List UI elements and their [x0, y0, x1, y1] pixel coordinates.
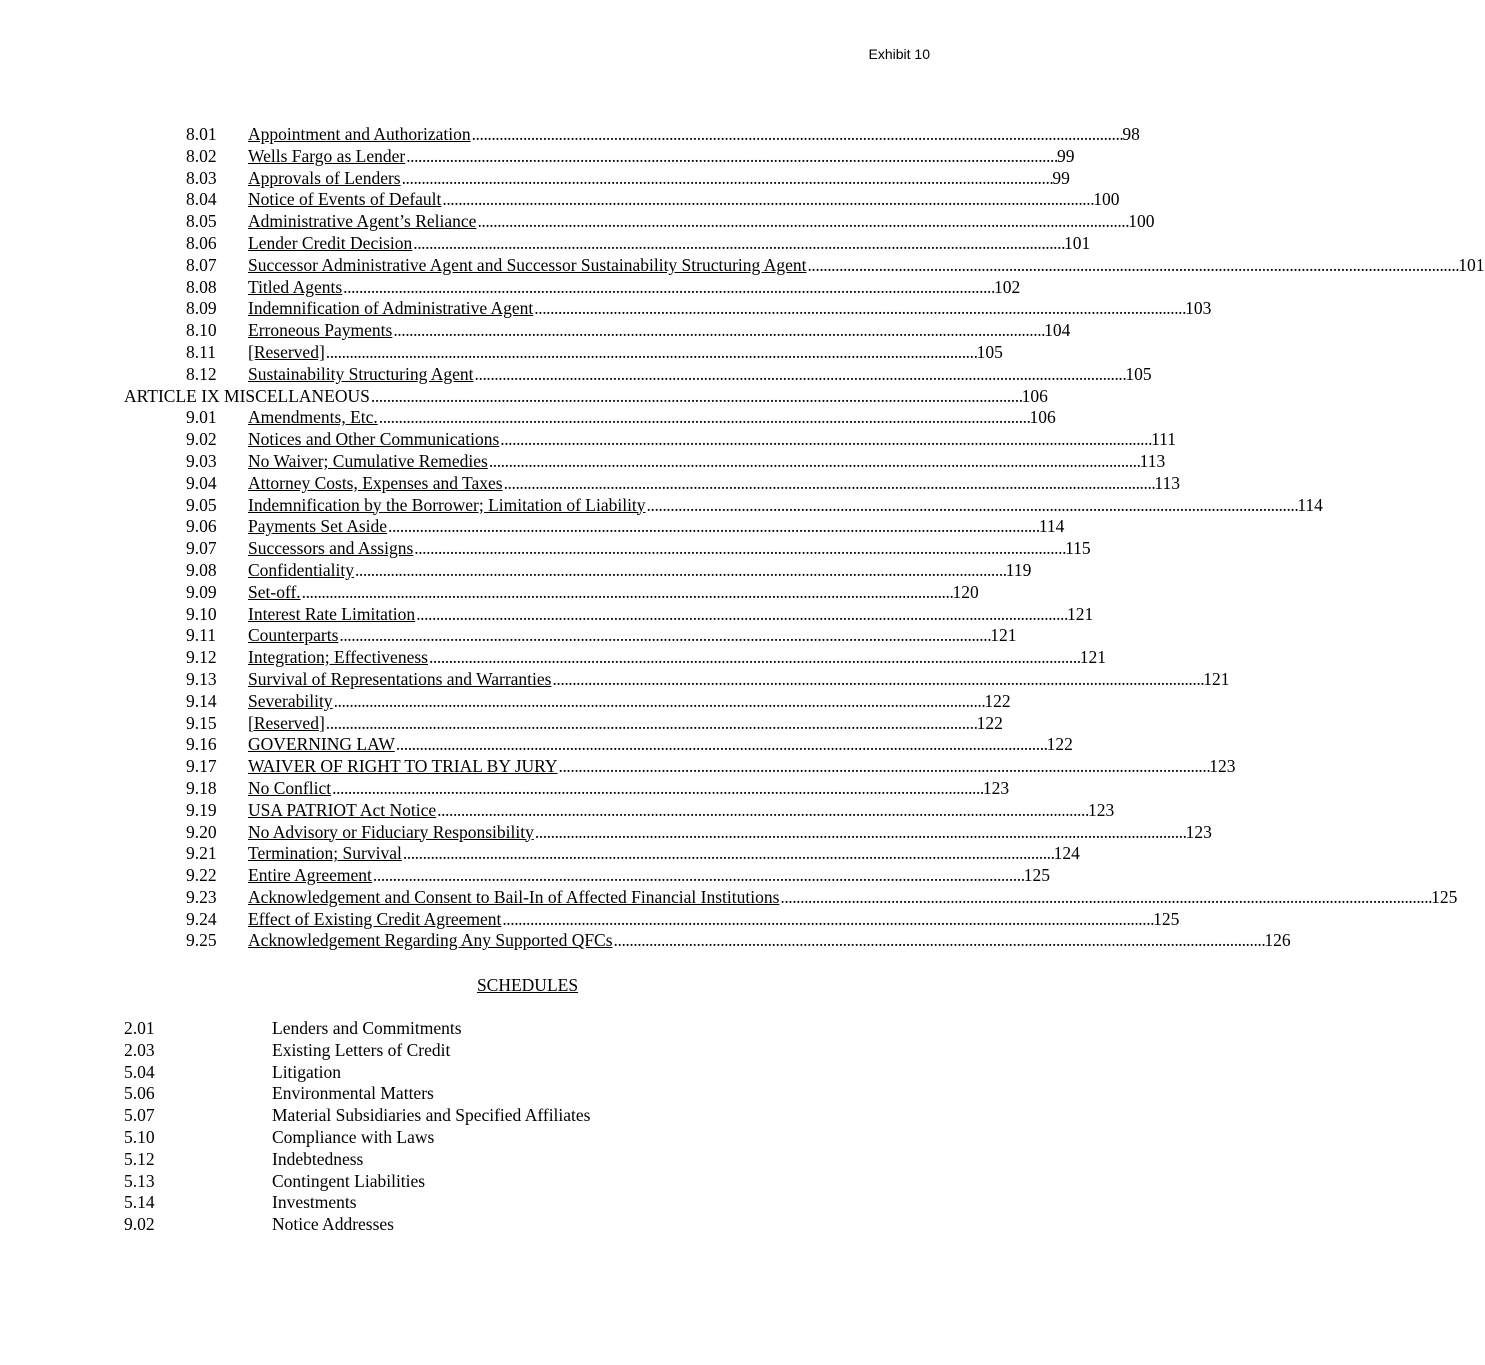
toc-page-number: 100: [1128, 211, 1155, 232]
toc-section-link[interactable]: Payments Set Aside: [248, 516, 388, 537]
schedule-row: [124, 1018, 591, 1040]
toc-dot-leader: [371, 386, 1021, 408]
toc-row: [124, 276, 1021, 299]
toc-page-number: 122: [1046, 734, 1073, 755]
toc-page-number: 123: [1087, 799, 1115, 820]
schedule-number: 9.02: [124, 1214, 155, 1235]
toc-page-number: 123: [982, 777, 1010, 798]
schedule-row: [124, 1040, 591, 1062]
toc-section-number: 9.24: [186, 908, 217, 929]
toc-row: [124, 254, 1485, 277]
toc-page-number: 100: [1093, 189, 1120, 210]
toc-section-link[interactable]: Notices and Other Communications: [248, 429, 500, 450]
toc-row: [124, 886, 1458, 909]
toc-dot-leader: [339, 625, 989, 647]
toc-row: [124, 145, 1075, 168]
toc-page-number: 114: [1297, 494, 1323, 515]
toc-page-number: 126: [1264, 930, 1291, 951]
toc-row: [124, 712, 1003, 735]
toc-row: [124, 298, 1212, 320]
toc-row: [124, 821, 1212, 844]
toc-row: [124, 756, 1236, 778]
toc-section-number: 8.12: [186, 363, 217, 384]
toc-page-number: 113: [1154, 472, 1180, 493]
toc-dot-leader: [489, 451, 1139, 473]
toc-dot-leader: [477, 211, 1127, 233]
toc-section-number: 9.04: [186, 472, 217, 493]
toc-page-number: 123: [1209, 756, 1236, 777]
toc-page-number: 123: [1185, 821, 1212, 842]
toc-page-number: 114: [1038, 516, 1065, 537]
toc-section-link[interactable]: Entire Agreement: [248, 865, 372, 886]
toc-page-number: 99: [1056, 145, 1075, 166]
toc-page-number: 120: [952, 581, 979, 602]
toc-page-number: 125: [1023, 865, 1050, 886]
toc-dot-leader: [413, 233, 1063, 255]
toc-section-number: 9.20: [186, 821, 217, 842]
toc-section-number: 9.06: [186, 516, 217, 537]
toc-row: [124, 494, 1323, 517]
toc-dot-leader: [393, 320, 1043, 342]
toc-page-number: 101: [1458, 254, 1485, 275]
toc-section-number: 9.03: [186, 450, 217, 471]
toc-page-number: 122: [976, 712, 1003, 733]
toc-row: [124, 843, 1080, 865]
toc-row: [124, 320, 1071, 342]
schedule-row: [124, 1127, 591, 1149]
toc-dot-leader: [500, 429, 1150, 451]
toc-section-number: 9.09: [186, 581, 217, 602]
toc-page-number: 103: [1185, 298, 1212, 319]
toc-dot-leader: [326, 713, 976, 735]
toc-section-number: 8.07: [186, 254, 217, 275]
toc-section-number: 9.08: [186, 559, 217, 580]
toc-row: [124, 472, 1180, 495]
schedule-number: 5.07: [124, 1105, 155, 1126]
schedule-number: 5.12: [124, 1148, 155, 1169]
toc-section-link[interactable]: GOVERNING LAW: [248, 734, 395, 755]
toc-row: [124, 625, 1017, 647]
toc-section-link[interactable]: Indemnification of Administrative Agent: [248, 298, 534, 319]
toc-row: [124, 167, 1070, 190]
toc-dot-leader: [326, 342, 976, 364]
schedule-title: Lenders and Commitments: [272, 1018, 462, 1038]
toc-dot-leader: [472, 124, 1122, 146]
toc-dot-leader: [475, 364, 1125, 386]
toc-row: [124, 363, 1152, 386]
toc-page-number: 102: [993, 276, 1021, 297]
toc-section-link[interactable]: Survival of Representations and Warranties: [248, 668, 552, 689]
toc-row: [124, 407, 1056, 429]
toc-section-number: 8.11: [186, 341, 216, 362]
toc-page-number: 99: [1052, 167, 1070, 188]
toc-dot-leader: [402, 168, 1052, 190]
schedule-row: [124, 1083, 591, 1105]
schedule-row: [124, 1062, 591, 1084]
toc-dot-leader: [502, 909, 1152, 931]
schedule-title: Existing Letters of Credit: [272, 1039, 451, 1060]
toc-dot-leader: [647, 495, 1297, 517]
toc-section-link[interactable]: Set-off.: [248, 581, 301, 602]
toc-section-number: 8.10: [186, 320, 217, 341]
toc-section-number: 9.10: [186, 603, 217, 624]
toc-page-number: 121: [990, 625, 1017, 646]
toc-section-link[interactable]: No Conflict: [248, 777, 332, 798]
toc-page-number: 113: [1139, 450, 1166, 471]
schedule-row: [124, 1214, 591, 1236]
schedule-title: Environmental Matters: [272, 1083, 434, 1104]
toc-dot-leader: [535, 822, 1185, 844]
toc-dot-leader: [379, 407, 1029, 429]
toc-section-link[interactable]: Appointment and Authorization: [248, 124, 471, 144]
schedule-title: Material Subsidiaries and Specified Affiliates: [272, 1105, 591, 1126]
toc-section-number: 9.11: [186, 625, 216, 646]
toc-section-number: 9.13: [186, 668, 217, 689]
schedule-number: 2.01: [124, 1018, 155, 1038]
toc-section-number: 9.14: [186, 690, 217, 711]
toc-section-number: 8.03: [186, 167, 217, 188]
toc-dot-leader: [406, 146, 1056, 168]
schedule-number: 5.13: [124, 1170, 155, 1191]
toc-page-number: 121: [1203, 668, 1230, 689]
toc-section-number: 9.22: [186, 865, 217, 886]
toc-section-number: 9.07: [186, 538, 217, 559]
schedule-title: Indebtedness: [272, 1148, 364, 1169]
schedule-number: 5.14: [124, 1192, 155, 1213]
toc-dot-leader: [559, 756, 1209, 778]
toc-section-link[interactable]: Successor Administrative Agent and Successor Sustainability Structuring Agent: [248, 254, 807, 275]
schedule-row: [124, 1105, 591, 1127]
schedule-number: 2.03: [124, 1039, 155, 1060]
toc-section-link[interactable]: Effect of Existing Credit Agreement: [248, 908, 502, 929]
toc-section-link[interactable]: Successors and Assigns: [248, 538, 414, 559]
toc-section-link[interactable]: Confidentiality: [248, 559, 354, 580]
schedules-list: [124, 1018, 591, 1236]
toc-section-link[interactable]: WAIVER OF RIGHT TO TRIAL BY JURY: [248, 756, 558, 777]
toc-section-number: 9.05: [186, 494, 217, 515]
toc-row: [124, 690, 1011, 713]
toc-section-link[interactable]: Interest Rate Limitation: [248, 603, 416, 624]
toc-section-number: 8.04: [186, 189, 217, 210]
toc-section-link[interactable]: Notice of Events of Default: [248, 189, 442, 210]
toc-page-number: 98: [1122, 124, 1140, 144]
toc-page-number: 105: [1125, 363, 1152, 384]
toc-dot-leader: [437, 800, 1087, 822]
toc-dot-leader: [302, 582, 952, 604]
toc-section-number: 8.08: [186, 276, 217, 297]
toc-dot-leader: [442, 189, 1092, 211]
toc-article-title: ARTICLE IX MISCELLANEOUS: [124, 385, 370, 406]
toc-page-number: 121: [1066, 603, 1094, 624]
toc-dot-leader: [429, 647, 1079, 669]
toc-section-link[interactable]: Integration; Effectiveness: [248, 647, 428, 668]
toc-section-number: 8.06: [186, 232, 217, 253]
toc-section-link[interactable]: [Reserved]: [248, 712, 325, 733]
toc-dot-leader: [332, 778, 982, 800]
toc-dot-leader: [355, 560, 1005, 582]
toc-dot-leader: [414, 538, 1064, 560]
toc-page-number: 106: [1021, 385, 1048, 406]
toc-dot-leader: [780, 887, 1430, 909]
toc-row: [124, 777, 1010, 800]
toc-section-link[interactable]: Lender Credit Decision: [248, 232, 413, 253]
toc-row: [124, 538, 1091, 560]
toc-page-number: 119: [1005, 559, 1032, 580]
toc-section-link[interactable]: Erroneous Payments: [248, 320, 393, 341]
schedule-title: Compliance with Laws: [272, 1126, 435, 1147]
toc-section-number: 9.02: [186, 429, 217, 450]
toc-section-link[interactable]: Approvals of Lenders: [248, 167, 401, 188]
toc-section-number: 8.05: [186, 211, 217, 232]
toc-row: [124, 450, 1166, 473]
toc-row: [124, 189, 1120, 211]
toc-dot-leader: [343, 277, 993, 299]
toc-section-number: 8.09: [186, 298, 217, 319]
toc-row: [124, 581, 979, 604]
toc-row: [124, 429, 1177, 451]
toc-dot-leader: [614, 930, 1264, 952]
toc-row: [124, 603, 1094, 626]
toc-section-link[interactable]: Sustainability Structuring Agent: [248, 363, 474, 384]
toc-section-link[interactable]: Attorney Costs, Expenses and Taxes: [248, 472, 503, 493]
toc-section-link[interactable]: Severability: [248, 690, 333, 711]
schedules-heading: SCHEDULES: [476, 975, 579, 995]
toc-page-number: 104: [1044, 320, 1071, 341]
toc-dot-leader: [552, 669, 1202, 691]
toc-section-number: 9.12: [186, 647, 217, 668]
toc-section-number: 9.25: [186, 930, 217, 951]
schedule-number: 5.06: [124, 1083, 155, 1104]
toc-page-number: 125: [1153, 908, 1180, 929]
toc-row: [124, 211, 1155, 233]
toc-row: [124, 908, 1180, 931]
toc-page-number: 121: [1079, 647, 1106, 668]
toc-section-link[interactable]: No Waiver; Cumulative Remedies: [248, 450, 488, 471]
toc-article-row: [124, 385, 1048, 408]
toc-section-link[interactable]: Wells Fargo as Lender: [248, 145, 406, 166]
toc-row: [124, 865, 1050, 887]
toc-section-number: 9.19: [186, 799, 217, 820]
toc-page-number: 101: [1064, 232, 1091, 253]
toc-section-link[interactable]: No Advisory or Fiduciary Responsibility: [248, 821, 534, 842]
toc-section-number: 9.15: [186, 712, 217, 733]
toc-section-link[interactable]: Acknowledgement and Consent to Bail-In of Affected Financial Institutions: [248, 886, 780, 907]
toc-section-link[interactable]: [Reserved]: [248, 341, 325, 362]
schedule-number: 5.04: [124, 1061, 155, 1082]
toc-section-number: 9.01: [186, 407, 217, 428]
toc-dot-leader: [396, 734, 1046, 756]
schedule-row: [124, 1192, 591, 1214]
schedule-row: [124, 1171, 591, 1193]
toc-dot-leader: [388, 516, 1038, 538]
toc-section-link[interactable]: USA PATRIOT Act Notice: [248, 799, 437, 820]
schedule-title: Investments: [272, 1192, 357, 1213]
toc-section-number: 9.16: [186, 734, 217, 755]
toc-section-link[interactable]: Acknowledgement Regarding Any Supported QFCs: [248, 930, 613, 951]
toc-page-number: 105: [976, 341, 1003, 362]
toc-section-link[interactable]: Amendments, Etc.: [248, 407, 378, 428]
toc-page-number: 106: [1029, 407, 1056, 428]
schedule-title: Notice Addresses: [272, 1214, 394, 1235]
toc-dot-leader: [416, 604, 1066, 626]
toc-row: [124, 341, 1003, 364]
toc-row: [124, 516, 1065, 538]
toc-section-number: 9.21: [186, 843, 217, 864]
toc-section-number: 9.23: [186, 886, 217, 907]
toc-row: [124, 799, 1115, 822]
toc-dot-leader: [534, 298, 1184, 320]
toc-row: [124, 559, 1032, 582]
toc-section-link[interactable]: Termination; Survival: [248, 843, 402, 864]
toc-dot-leader: [334, 691, 984, 713]
toc-dot-leader: [373, 865, 1023, 887]
toc-row: [124, 124, 1140, 146]
toc-page-number: 122: [984, 690, 1011, 711]
toc-section-link[interactable]: Counterparts: [248, 625, 339, 646]
toc-dot-leader: [807, 255, 1457, 277]
toc-section-number: 8.02: [186, 145, 217, 166]
schedule-number: 5.10: [124, 1126, 155, 1147]
toc-page-number: 124: [1053, 843, 1080, 864]
toc-section-link[interactable]: Administrative Agent’s Reliance: [248, 211, 477, 232]
toc-page-number: 115: [1065, 538, 1091, 559]
toc-page-number: 111: [1151, 429, 1177, 450]
toc-section-number: 9.17: [186, 756, 217, 777]
toc-section-link[interactable]: Indemnification by the Borrower; Limitation of Liability: [248, 494, 646, 515]
toc-dot-leader: [504, 473, 1154, 495]
schedule-row: [124, 1149, 591, 1171]
schedule-title: Litigation: [272, 1061, 342, 1082]
toc-row: [124, 668, 1230, 691]
toc-row: [124, 647, 1106, 669]
toc-section-number: 8.01: [186, 124, 217, 144]
toc-row: [124, 232, 1091, 255]
toc-section-link[interactable]: Titled Agents: [248, 276, 343, 297]
toc-row: [124, 734, 1073, 756]
toc-page-number: 125: [1431, 886, 1458, 907]
schedule-title: Contingent Liabilities: [272, 1170, 426, 1191]
toc-section-number: 9.18: [186, 777, 217, 798]
toc-dot-leader: [403, 843, 1053, 865]
toc-row: [124, 930, 1291, 952]
table-of-contents: [124, 124, 1485, 952]
exhibit-label: Exhibit 10: [868, 46, 930, 62]
